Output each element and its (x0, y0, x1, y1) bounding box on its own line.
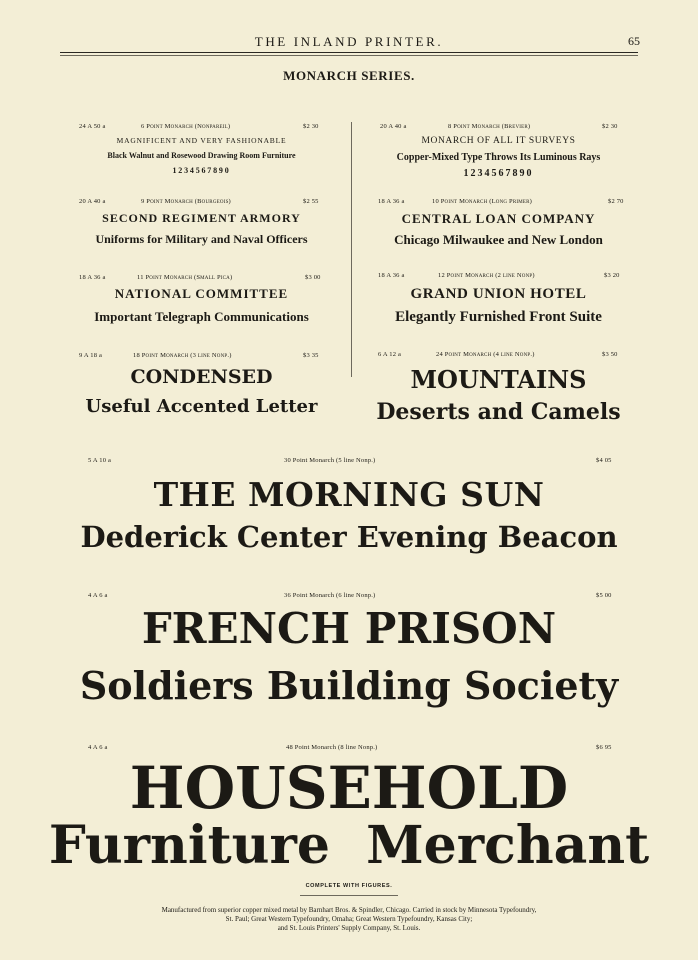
series-title: MONARCH SERIES. (283, 68, 415, 83)
size-label: 12 Point Monarch (2 line Nonp) (438, 272, 535, 279)
sample-line-caps: MONARCH OF ALL IT SURVEYS (421, 136, 576, 146)
figures-note: COMPLETE WITH FIGURES. (305, 883, 393, 889)
sample-line-lower: Useful Accented Letter (85, 396, 318, 417)
sample-line-lower: Soldiers Building Society (79, 663, 619, 708)
sample-line-caps: CENTRAL LOAN COMPANY (401, 211, 596, 226)
sample-line-lower: Chicago Milwaukee and New London (394, 232, 603, 247)
sample-line-caps: FRENCH PRISON (141, 604, 557, 653)
price: $3 20 (604, 272, 620, 279)
price: $2 55 (303, 198, 319, 205)
sample-line-lower: Black Walnut and Rosewood Drawing Room Furniture (107, 151, 296, 160)
column-divider (351, 122, 352, 377)
sample-line-lower: Deserts and Camels (376, 399, 621, 425)
sample-line-lower: Dederick Center Evening Beacon (80, 520, 618, 554)
sample-line-caps: CONDENSED (130, 366, 273, 388)
price: $5 00 (596, 592, 612, 599)
header-rule (60, 52, 638, 53)
footer-line: Manufactured from superior copper mixed metal by Barnhart Bros. & Spindler, Chicago. Carried in stock by Minnesota Typefoundry, (161, 906, 537, 914)
font-count: 18 A 36 a (378, 198, 405, 205)
sample-line-lower: Uniforms for Military and Naval Officers (95, 232, 308, 246)
sample-line-lower: Important Telegraph Communications (94, 309, 309, 324)
font-count: 5 A 10 a (88, 457, 112, 464)
footer-text (0, 906, 698, 933)
font-count: 20 A 40 a (380, 123, 407, 130)
price: $2 30 (303, 123, 319, 130)
price: $2 70 (608, 198, 624, 205)
price: $2 30 (602, 123, 618, 130)
price: $3 35 (303, 352, 319, 359)
price: $3 00 (305, 274, 321, 281)
running-head-title: THE INLAND PRINTER. (254, 34, 444, 49)
size-label: 18 Point Monarch (3 line Nonp.) (133, 352, 232, 359)
footer-line: St. Paul; Great Western Typefoundry, Omaha; Great Western Typefoundry, Kansas City; (225, 915, 473, 923)
sample-line-lower: Furniture Merchant (48, 815, 650, 876)
font-count: 6 A 12 a (378, 351, 402, 358)
size-label: 10 Point Monarch (Long Primer) (432, 198, 533, 205)
page-number: 65 (628, 34, 640, 48)
sample-figures: 1234567890 (172, 166, 231, 175)
size-label: 36 Point Monarch (6 line Nonp.) (284, 592, 376, 599)
font-count: 4 A 6 a (88, 744, 108, 751)
price: $3 50 (602, 351, 618, 358)
size-label: 24 Point Monarch (4 line Nonp.) (436, 351, 535, 358)
sample-line-caps: MAGNIFICENT AND VERY FASHIONABLE (116, 136, 287, 145)
font-count: 20 A 40 a (79, 198, 106, 205)
sample-line-lower: Copper-Mixed Type Throws Its Luminous Rays (396, 152, 601, 163)
font-count: 18 A 36 a (378, 272, 405, 279)
size-label: 11 Point Monarch (Small Pica) (137, 274, 233, 281)
size-label: 48 Point Monarch (8 line Nonp.) (286, 744, 378, 751)
sample-line-caps: THE MORNING SUN (153, 475, 545, 514)
sample-figures: 1234567890 (463, 168, 534, 179)
size-label: 9 Point Monarch (Bourgeois) (141, 198, 231, 205)
sample-line-caps: SECOND REGIMENT ARMORY (102, 211, 301, 225)
sample-line-caps: MOUNTAINS (410, 365, 587, 394)
sample-line-caps: GRAND UNION HOTEL (410, 286, 587, 302)
price: $4 05 (596, 457, 612, 464)
font-count: 9 A 18 a (79, 352, 103, 359)
header-rule-thin (60, 55, 638, 56)
footer-rule (300, 895, 398, 896)
sample-line-lower: Elegantly Furnished Front Suite (395, 309, 602, 325)
font-count: 24 A 50 a (79, 123, 106, 130)
footer-line: and St. Louis Printers' Supply Company, St. Louis. (277, 924, 421, 932)
size-label: 6 Point Monarch (Nonpareil) (141, 123, 231, 130)
font-count: 18 A 36 a (79, 274, 106, 281)
size-label: 8 Point Monarch (Brevier) (448, 123, 531, 130)
sample-line-caps: NATIONAL COMMITTEE (114, 286, 289, 301)
sample-line-caps: HOUSEHOLD (129, 754, 569, 822)
font-count: 4 A 6 a (88, 592, 108, 599)
price: $6 95 (596, 744, 612, 751)
size-label: 30 Point Monarch (5 line Nonp.) (284, 457, 376, 464)
